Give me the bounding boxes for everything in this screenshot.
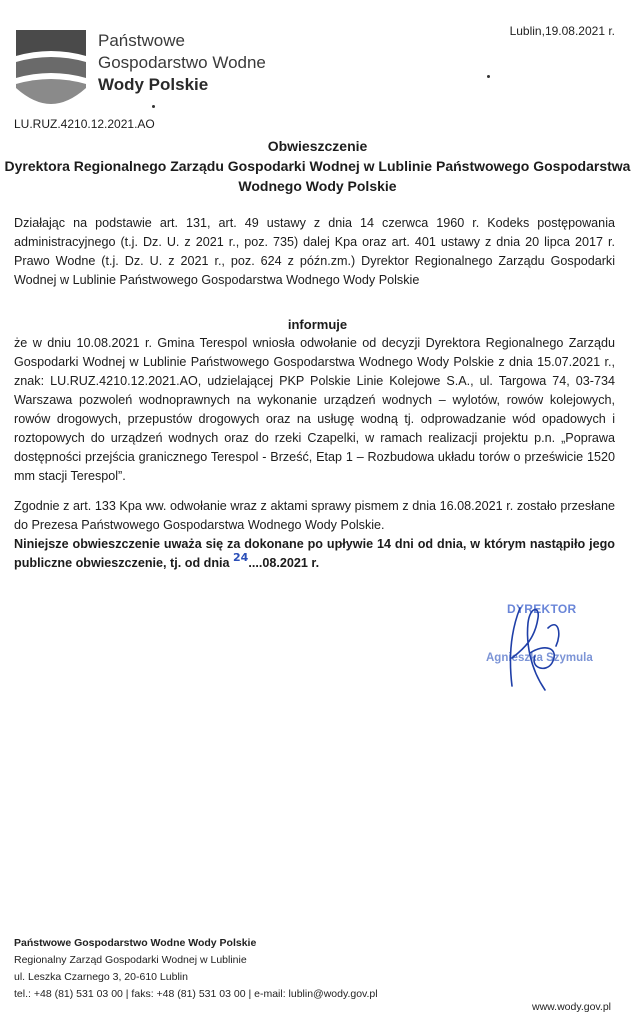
footer-website: www.wody.gov.pl xyxy=(532,1001,611,1013)
footer-organization: Państwowe Gospodarstwo Wodne Wody Polskie xyxy=(14,937,257,949)
scan-speck xyxy=(152,105,155,108)
handwritten-signature-icon xyxy=(490,598,580,693)
notice-heading: Obwieszczenie xyxy=(267,138,368,154)
signature-name-stamp: Agnieszka Szymula xyxy=(486,652,593,664)
transfer-paragraph: Zgodnie z art. 133 Kpa ww. odwołanie wraz z aktami sprawy pismem z dnia 16.08.2021 r. zostało przesłane do Prezesa Państwowego Gospodarstwa Wodnego Wody Polskie. xyxy=(14,499,615,532)
footer-street: ul. Leszka Czarnego 3, 20-610 Lublin xyxy=(14,971,188,983)
effective-date-paragraph xyxy=(14,535,615,573)
effective-date-text: Niniejsze obwieszczenie uważa się za dokonane po upływie 14 dni od dnia, w którym nastąpiło jego publiczne obwieszczenie, tj. od dnia xyxy=(14,537,615,570)
logo-line-3: Wody Polskie xyxy=(98,75,209,94)
logo-line-1: Państwowe xyxy=(98,31,185,50)
footer-contacts: tel.: +48 (81) 531 03 00 | faks: +48 (81) 531 03 00 | e-mail: lublin@wody.gov.pl xyxy=(14,988,378,1000)
footer-department: Regionalny Zarząd Gospodarki Wodnej w Lublinie xyxy=(14,954,247,966)
signature-role-stamp: DYREKTOR xyxy=(507,602,577,616)
notice-subtitle-line-1: Dyrektora Regionalnego Zarządu Gospodarki Wodnej w Lublinie Państwowego Gospodarstwa xyxy=(4,158,631,174)
appeal-paragraph: że w dniu 10.08.2021 r. Gmina Terespol wniosła odwołanie od decyzji Dyrektora Regionalnego Zarządu Gospodarki Wodnej w Lublinie Państwowego Gospodarstwa Wodnego Wody Polskie z dnia 15.07.2021 r., znak: LU.RUZ.4210.12.2021.AO, udzielającej PKP Polskie Linie Kolejowe S.A., ul. Targowa 74, 03-734 Warszawa pozwoleń wodnoprawnych na wykonanie urządzeń wodnych – wylotów, rowów kolejowych, rowów drogowych, przepustów drogowych oraz na usługę wodną tj. odprowadzanie wód opadowych i roztopowych do urządzeń wodnych oraz do rzeki Czapelki, w ramach realizacji projektu p.n. „Poprawa dostępności przejścia granicznego Terespol - Brześć, Etap 1 – Rozbudowa układu torów o prześwicie 1520 mm stacji Terespol”. xyxy=(14,336,615,483)
logo-line-2: Gospodarstwo Wodne xyxy=(98,53,266,72)
effective-date-suffix: ....08.2021 r. xyxy=(248,556,320,570)
place-date: Lublin,19.08.2021 r. xyxy=(509,24,615,38)
legal-basis-paragraph: Działając na podstawie art. 131, art. 49 ustawy z dnia 14 czerwca 1960 r. Kodeks postępowania administracyjnego (t.j. Dz. U. z 2021 r., poz. 735) dalej Kpa oraz art. 401 ustawy z dnia 20 lipca 2017 r. Prawo Wodne (t.j. Dz. U. z 2021 r., poz. 624 z późn.zm.) Dyrektor Regionalnego Zarządu Gospodarki Wodnej w Lublinie Państwowego Gospodarstwa Wodnego Wody Polskie xyxy=(14,216,615,287)
notice-subtitle-line-2: Wodnego Wody Polskie xyxy=(238,178,397,194)
handwritten-day: 24 xyxy=(233,551,249,564)
wody-polskie-logo-icon xyxy=(14,26,88,104)
footer-address xyxy=(14,935,378,1003)
reference-number: LU.RUZ.4210.12.2021.AO xyxy=(14,117,155,131)
informuje-heading: informuje xyxy=(287,317,348,332)
logo-wordmark xyxy=(98,30,266,96)
scan-speck xyxy=(487,75,490,78)
notice-subtitle xyxy=(0,156,635,196)
